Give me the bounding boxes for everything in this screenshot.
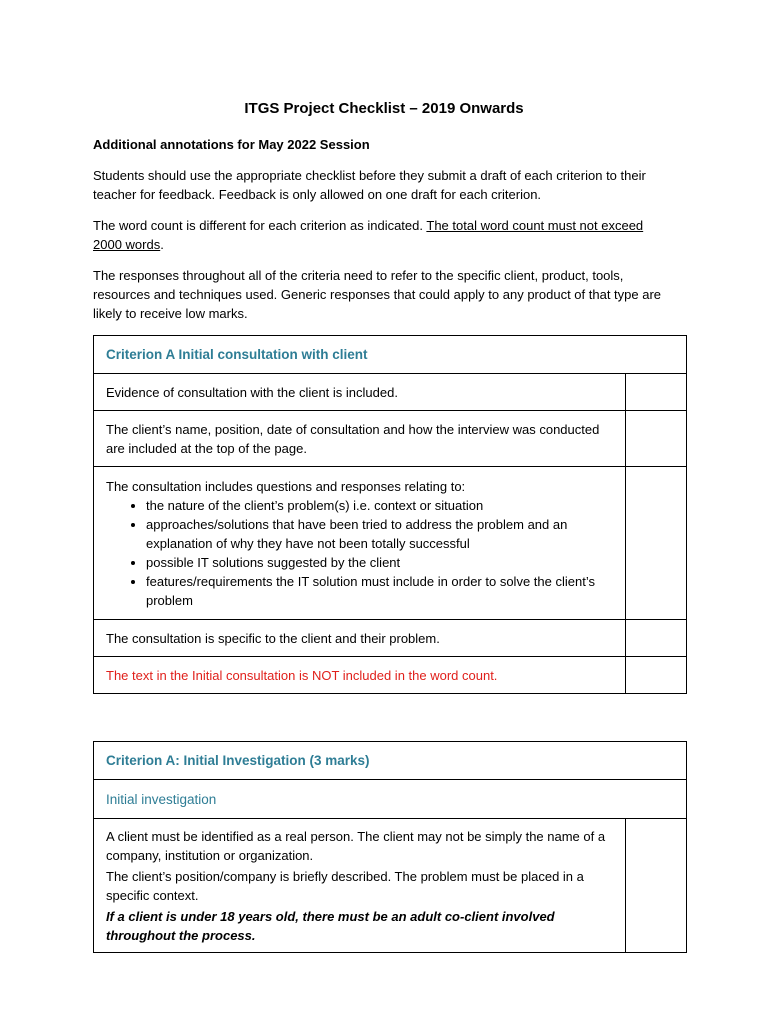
word-count-limit: The total word count must not exceed 2000 words [93, 218, 644, 252]
table1-row-1: Evidence of consultation with the client is included. [94, 374, 626, 411]
table1-checkbox-3[interactable] [626, 467, 687, 620]
intro-paragraph-1: Students should use the appropriate checklist before they submit a draft of each criterion to their teacher for feedback. Feedback is only allowed on one draft for each criterion. [93, 168, 646, 202]
table1-checkbox-4[interactable] [626, 620, 687, 657]
list-item: • features/requirements the IT solution must include in order to solve the client’s problem [146, 572, 613, 610]
table1-checkbox-1[interactable] [626, 374, 687, 411]
document-title: ITGS Project Checklist – 2019 Onwards [244, 100, 524, 117]
table2-row-1-context: The client’s position/company is briefly described. The problem must be placed in a specific context. [106, 868, 584, 903]
table1-checkbox-5[interactable] [626, 657, 687, 694]
intro-paragraph-3: The responses throughout all of the criteria need to refer to the specific client, product, tools, resources and techniques used. Generic responses that could apply to any product of that type are likely to receive low marks. [93, 268, 662, 321]
word-count-text: The word count is different for each criterion as indicated. [93, 218, 427, 233]
word-count-period: . [160, 237, 164, 252]
table2-header: Criterion A: Initial Investigation (3 marks) [94, 742, 687, 780]
table1-row-2: The client’s name, position, date of consultation and how the interview was conducted are included at the top of the page. [94, 411, 626, 467]
table2-subheader: Initial investigation [94, 780, 687, 819]
criterion-a-consultation-table [93, 335, 687, 694]
table1-header: Criterion A Initial consultation with client [94, 336, 687, 374]
table1-row-3 [94, 467, 626, 620]
list-item: • the nature of the client’s problem(s) i.e. context or situation [146, 496, 613, 515]
table1-checkbox-2[interactable] [626, 411, 687, 467]
table2-row-1 [94, 819, 626, 953]
table2-row-1-client: A client must be identified as a real person. The client may not be simply the name of a company, institution or organization. [106, 828, 606, 863]
list-item: • possible IT solutions suggested by the client [146, 553, 613, 572]
table1-row-4: The consultation is specific to the client and their problem. [94, 620, 626, 657]
table2-checkbox-1[interactable] [626, 819, 687, 953]
table2-row-1-minor-note: If a client is under 18 years old, there must be an adult co-client involved throughout the process. [106, 908, 555, 943]
table1-row-5-warning: The text in the Initial consultation is NOT included in the word count. [94, 657, 626, 694]
intro-paragraph-2 [93, 216, 673, 254]
list-item: • approaches/solutions that have been tried to address the problem and an explanation of why they have not been totally successful [146, 515, 613, 553]
document-subtitle: Additional annotations for May 2022 Session [93, 137, 370, 152]
table1-row-3-intro: The consultation includes questions and responses relating to: [106, 478, 466, 494]
consultation-topics-list [106, 496, 613, 610]
criterion-a-investigation-table [93, 741, 687, 953]
